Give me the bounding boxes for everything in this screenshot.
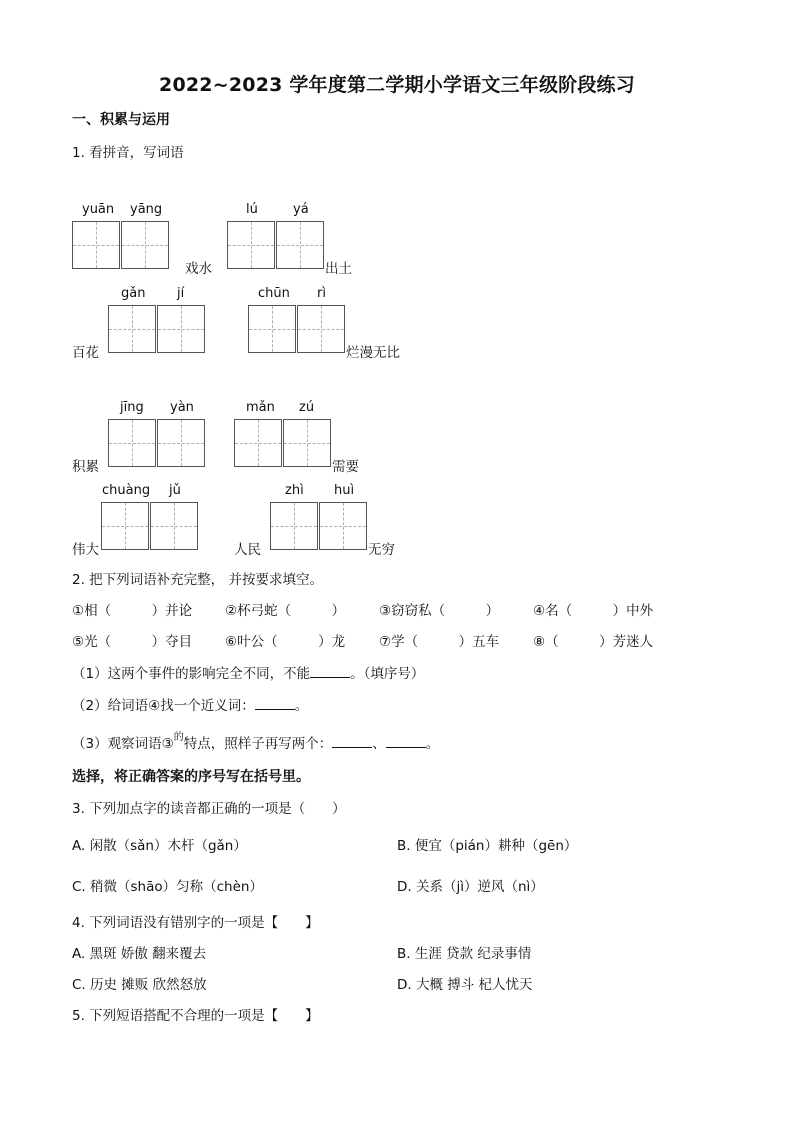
option-b: B. 便宜（pián）耕种（gēn） [397,838,578,854]
word-prefix: 伟大 [72,542,99,558]
word-suffix: 需要 [332,459,359,475]
idiom-item: ⑤光（ ）夺目 [72,634,193,650]
writing-box[interactable] [72,221,120,269]
word-suffix: 戏水 [185,261,212,277]
pinyin: zhì [285,483,304,498]
writing-box[interactable] [270,502,318,550]
option-d: D. 关系（jì）逆风（nì） [397,879,544,895]
word-suffix: 出土 [325,261,352,277]
question-3-prompt: 3. 下列加点字的读音都正确的一项是（ ） [72,801,346,817]
sub-question-text: （3）观察词语③ [72,736,174,752]
sub-question-2 [72,694,308,714]
word-suffix: 烂漫无比 [346,345,400,361]
pinyin: gǎn [121,286,146,301]
option-a: A. 黑斑 娇傲 翻来覆去 [72,946,207,962]
sub-question-text: 。 [425,736,440,752]
pinyin: yá [293,202,309,217]
idiom-item: ②杯弓蛇（ ） [225,603,346,619]
pinyin: yàn [170,400,194,415]
writing-box[interactable] [234,419,282,467]
page-title: 2022~2023 学年度第二学期小学语文三年级阶段练习 [159,74,635,96]
option-c: C. 历史 摊贩 欣然怒放 [72,977,207,993]
writing-box[interactable] [283,419,331,467]
sub-question-text: （2）给词语④找一个近义词： [72,698,255,714]
answer-blank[interactable] [332,735,372,748]
pinyin: huì [334,483,355,498]
pinyin: chuàng [102,483,151,498]
pinyin: yuān [82,202,115,217]
option-b: B. 生涯 贷款 纪录事情 [397,946,532,962]
sub-question-text: （1）这两个事件的影响完全不同，不能 [72,666,311,682]
pinyin: jǔ [169,483,181,498]
idiom-item: ①相（ ）并论 [72,603,193,619]
sub-question-text: 。（填序号） [350,666,425,682]
answer-blank[interactable] [386,735,426,748]
sub-question-text: 。 [294,698,309,714]
sub-question-1 [72,662,424,682]
idiom-item: ③窃窃私（ ） [379,603,500,619]
separator: 、 [372,736,386,752]
writing-box[interactable] [121,221,169,269]
word-suffix: 无穷 [368,542,395,558]
writing-box[interactable] [101,502,149,550]
writing-box[interactable] [297,305,345,353]
option-c: C. 稍微（shāo）匀称（chèn） [72,879,263,895]
pinyin: chūn [258,286,290,301]
question-2-prompt: 2. 把下列词语补充完整， 并按要求填空。 [72,572,323,588]
writing-box[interactable] [150,502,198,550]
pinyin: rì [317,286,326,301]
writing-box[interactable] [157,305,205,353]
pinyin: jīng [120,400,144,415]
pinyin: jí [177,286,185,301]
word-prefix: 人民 [234,542,261,558]
pinyin: mǎn [246,400,275,415]
pinyin: yāng [130,202,163,217]
option-d: D. 大概 搏斗 杞人忧天 [397,977,533,993]
question-4-prompt: 4. 下列词语没有错别字的一项是【 】 [72,915,319,931]
idiom-item: ⑦学（ ）五车 [379,634,500,650]
section-heading-2: 选择，将正确答案的序号写在括号里。 [72,769,310,785]
idiom-item: ④名（ ）中外 [533,603,654,619]
word-prefix: 积累 [72,459,99,475]
idiom-item: ⑧（ ）芳迷人 [533,634,654,650]
question-5-prompt: 5. 下列短语搭配不合理的一项是【 】 [72,1008,319,1024]
answer-blank[interactable] [310,665,350,678]
pinyin: zú [299,400,315,415]
word-prefix: 百花 [72,345,99,361]
option-a: A. 闲散（sǎn）木杆（gǎn） [72,838,247,854]
writing-box[interactable] [276,221,324,269]
pinyin: lú [246,202,258,217]
writing-box[interactable] [319,502,367,550]
answer-blank[interactable] [255,697,295,710]
writing-box[interactable] [227,221,275,269]
writing-box[interactable] [248,305,296,353]
idiom-item: ⑥叶公（ ）龙 [225,634,346,650]
writing-box[interactable] [108,305,156,353]
sub-question-3 [72,732,439,752]
question-1-prompt: 1. 看拼音，写词语 [72,145,184,161]
writing-box[interactable] [108,419,156,467]
superscript-char: 的 [173,732,184,743]
section-heading-1: 一、积累与运用 [72,112,170,128]
sub-question-text: 特点，照样子再写两个： [183,736,333,752]
writing-box[interactable] [157,419,205,467]
